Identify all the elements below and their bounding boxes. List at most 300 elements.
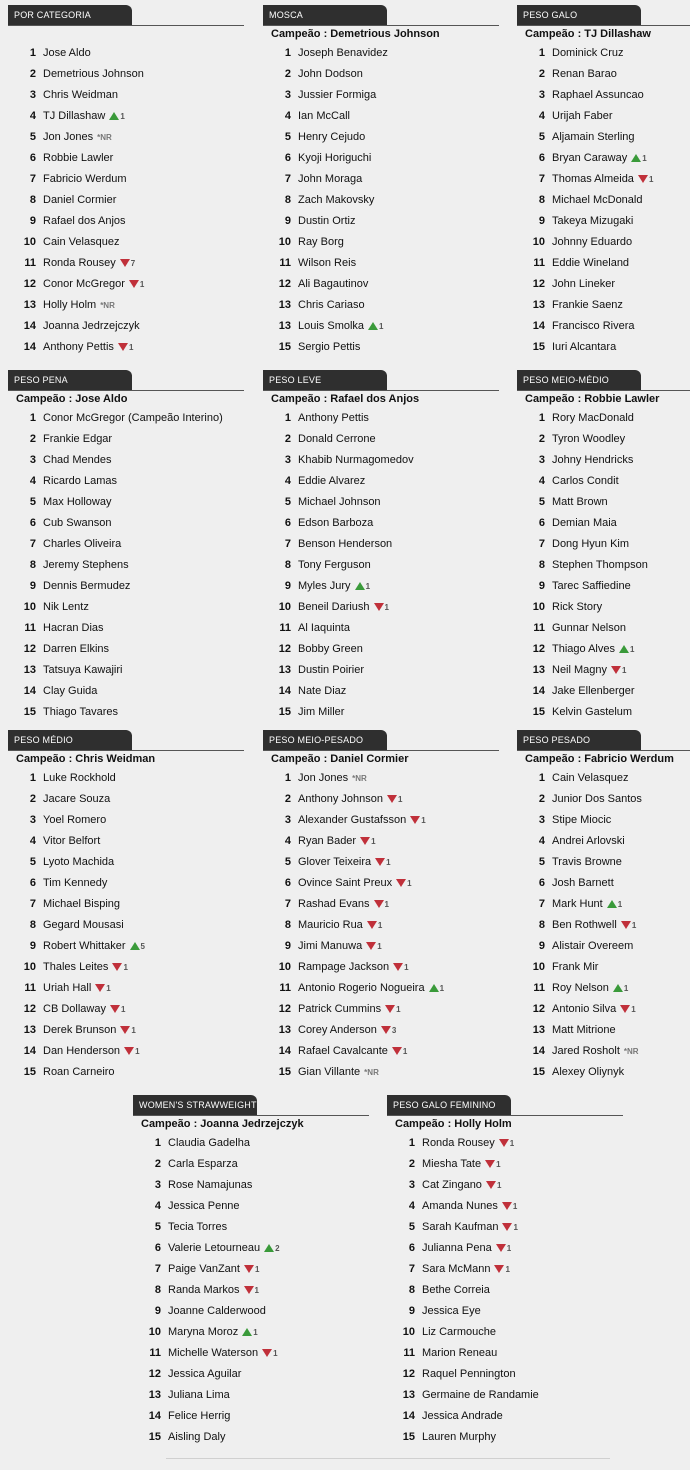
fighter-name[interactable]: Cain Velasquez [43,236,120,248]
fighter-name[interactable]: Miesha Tate [422,1158,482,1170]
fighter-name[interactable]: Claudia Gadelha [168,1137,250,1149]
rank-delta: 1 [396,1005,401,1014]
ranking-row [517,576,690,597]
fighter-name[interactable]: Tyron Woodley [552,433,626,445]
fighter-name[interactable]: Derek Brunson [43,1024,117,1036]
fighter-name[interactable]: Roy Nelson [552,982,609,994]
rank-change [396,873,411,894]
fighter-name[interactable]: Conor McGregor [43,278,125,290]
fighter-name[interactable]: Donald Cerrone [298,433,376,445]
rank-delta: 1 [254,1265,260,1274]
ranking-row [517,681,690,702]
ranking-row [8,768,244,789]
fighter-name[interactable]: Maryna Moroz [168,1326,239,1338]
arrow-up-icon [619,645,629,653]
fighter-name[interactable]: Bethe Correia [422,1284,490,1296]
fighter-name[interactable]: Zach Makovsky [298,194,375,206]
fighter-name[interactable]: Tony Ferguson [298,559,371,571]
rank-number: 11 [533,622,545,634]
tab-womens-strawweight[interactable]: WOMEN'S STRAWWEIGHT [133,1095,257,1116]
ranking-row [387,1280,623,1301]
fighter-name[interactable]: Beneil Dariush [298,601,370,613]
fighter-name[interactable]: Cub Swanson [43,517,112,529]
ranking-row [263,148,499,169]
champion-prefix: Campeão : [271,393,328,405]
rank-number: 6 [408,1242,415,1254]
fighter-name[interactable]: Randa Markos [168,1284,240,1296]
fighter-name[interactable]: Sarah Kaufman [422,1221,499,1233]
fighter-name[interactable]: Ronda Rousey [43,257,116,269]
fighter-name[interactable]: Chris Weidman [43,89,118,101]
fighter-name[interactable]: Henry Cejudo [298,131,366,143]
champion-prefix: Campeão : [141,1118,198,1130]
rank-number: 10 [23,601,36,613]
fighter-name[interactable]: John Moraga [298,173,363,185]
ranking-row [517,64,690,85]
rank-delta: 1 [513,1223,518,1232]
rank-change [393,957,408,978]
fighter-name[interactable]: Joanne Calderwood [168,1305,266,1317]
ranking-row [133,1154,369,1175]
fighter-name[interactable]: Sara McMann [422,1263,491,1275]
fighter-name[interactable]: Ryan Bader [298,835,357,847]
ranking-row [133,1343,369,1364]
fighter-name[interactable]: Dominick Cruz [552,47,624,59]
fighter-name[interactable]: Juliana Lima [168,1389,230,1401]
fighter-name[interactable]: Antonio Silva [552,1003,617,1015]
fighter-name[interactable]: Ricardo Lamas [43,475,117,487]
arrow-down-icon [262,1349,272,1357]
rank-number: 9 [284,580,291,592]
fighter-name[interactable]: Luke Rockhold [43,772,116,784]
rank-number: 14 [532,320,545,332]
fighter-name[interactable]: Jim Miller [298,706,345,718]
fighter-name[interactable]: Raphael Assuncao [552,89,644,101]
ranking-row [8,190,244,211]
fighter-name[interactable]: Jon Jones [43,131,94,143]
fighter-name[interactable]: Joanna Jedrzejczyk [43,320,140,332]
fighter-name[interactable]: Frankie Saenz [552,299,623,311]
rank-change [264,1238,279,1259]
fighter-name[interactable]: Darren Elkins [43,643,110,655]
fighter-name[interactable]: Mark Hunt [552,898,603,910]
fighter-name[interactable]: Gian Villante [298,1066,361,1078]
rank-number: 12 [532,1003,545,1015]
fighter-name[interactable]: Dennis Bermudez [43,580,131,592]
rank-number: 8 [29,559,36,571]
fighter-name[interactable]: Matt Brown [552,496,608,508]
fighter-name[interactable]: Johnny Eduardo [552,236,633,248]
arrow-down-icon [611,666,621,674]
ranking-list [517,408,690,723]
tab-mosca[interactable]: MOSCA [263,5,387,26]
fighter-name[interactable]: Andrei Arlovski [552,835,625,847]
rank-change [374,894,389,915]
ranking-row [517,1041,690,1062]
arrow-down-icon [485,1160,495,1168]
rank-delta: 1 [439,984,445,993]
fighter-name[interactable]: Hacran Dias [43,622,104,634]
fighter-name[interactable]: Ian McCall [298,110,350,122]
rank-number: 6 [538,517,545,529]
ranking-row [8,1062,244,1083]
ranking-row [263,639,499,660]
fighter-name[interactable]: Lyoto Machida [43,856,115,868]
fighter-name[interactable]: Cain Velasquez [552,772,629,784]
fighter-name[interactable]: Marion Reneau [422,1347,498,1359]
ranking-row [8,978,244,999]
ranking-row [517,1020,690,1041]
fighter-name[interactable]: Thiago Tavares [43,706,119,718]
ranking-row [133,1406,369,1427]
rank-number: 4 [538,835,545,847]
fighter-name[interactable]: Daniel Cormier [43,194,117,206]
rank-number: 13 [402,1389,415,1401]
fighter-name[interactable]: Charles Oliveira [43,538,122,550]
ranking-row [263,295,499,316]
fighter-name[interactable]: Robbie Lawler [43,152,114,164]
fighter-name[interactable]: Ronda Rousey [422,1137,495,1149]
ranking-row [263,211,499,232]
fighter-name[interactable]: Junior Dos Santos [552,793,642,805]
fighter-name[interactable]: Demetrious Johnson [43,68,144,80]
fighter-name[interactable]: Lauren Murphy [422,1431,496,1443]
tab-peso-pesado[interactable]: PESO PESADO [517,730,641,751]
fighter-name[interactable]: Alexander Gustafsson [298,814,407,826]
rank-number: 14 [278,1045,291,1057]
fighter-name[interactable]: Paige VanZant [168,1263,240,1275]
ranking-row [387,1406,623,1427]
fighter-name[interactable]: Jessica Eye [422,1305,481,1317]
rank-change [385,999,400,1020]
rank-number: 2 [284,433,291,445]
rank-number: 14 [23,685,36,697]
rank-number: 7 [29,898,36,910]
rank-delta: 1 [404,963,409,972]
fighter-name[interactable]: Tecia Torres [168,1221,228,1233]
rank-delta: 1 [379,322,384,331]
tab-peso-meio-pesado[interactable]: PESO MEIO-PESADO [263,730,387,751]
fighter-name[interactable]: Stephen Thompson [552,559,648,571]
fighter-name[interactable]: Jacare Souza [43,793,111,805]
ranking-row [8,576,244,597]
fighter-name[interactable]: Myles Jury [298,580,351,592]
not-ranked-badge: *NR [100,301,115,310]
rank-delta: 1 [253,1328,258,1337]
fighter-name[interactable]: Benson Henderson [298,538,393,550]
fighter-name[interactable]: Rose Namajunas [168,1179,253,1191]
rank-change [374,597,389,618]
fighter-name[interactable]: Ben Rothwell [552,919,617,931]
rank-number: 11 [533,257,545,269]
rank-delta: 1 [384,900,389,909]
fighter-name[interactable]: Michael McDonald [552,194,643,206]
rank-delta: 1 [365,582,371,591]
fighter-name[interactable]: Carla Esparza [168,1158,238,1170]
ranking-row [263,810,499,831]
fighter-name[interactable]: Anthony Pettis [298,412,369,424]
rank-number: 10 [148,1326,161,1338]
ranking-row [517,936,690,957]
fighter-name[interactable]: Yoel Romero [43,814,107,826]
arrow-down-icon [396,879,406,887]
ranking-row [8,211,244,232]
fighter-name[interactable]: Joseph Benavidez [298,47,388,59]
fighter-name[interactable]: Jared Rosholt [552,1045,620,1057]
fighter-name[interactable]: Michael Bisping [43,898,121,910]
ranking-row [517,492,690,513]
rank-number: 3 [538,89,545,101]
ranking-row [8,789,244,810]
fighter-name[interactable]: TJ Dillashaw [43,110,106,122]
fighter-name[interactable]: Holly Holm [43,299,97,311]
fighter-name[interactable]: Jeremy Stephens [43,559,129,571]
rank-number: 13 [23,299,36,311]
fighter-name[interactable]: Chris Cariaso [298,299,365,311]
fighter-name[interactable]: Stipe Miocic [552,814,612,826]
rank-number: 10 [278,236,291,248]
fighter-name[interactable]: Jessica Aguilar [168,1368,242,1380]
fighter-name[interactable]: Wilson Reis [298,257,357,269]
tab-por-categoria[interactable]: POR CATEGORIA [8,5,132,26]
rank-change [244,1259,259,1280]
rank-number: 13 [148,1389,161,1401]
rank-number: 5 [29,131,36,143]
ranking-row [517,873,690,894]
fighter-name[interactable]: Raquel Pennington [422,1368,516,1380]
fighter-name[interactable]: Rampage Jackson [298,961,390,973]
ranking-row [8,915,244,936]
ranking-row [387,1175,623,1196]
fighter-name[interactable]: Ovince Saint Preux [298,877,393,889]
champion-line [271,752,409,766]
rank-number: 1 [284,47,291,59]
rank-number: 4 [284,110,291,122]
fighter-name[interactable]: Michael Johnson [298,496,381,508]
fighter-name[interactable]: Jessica Penne [168,1200,240,1212]
arrow-down-icon [496,1244,506,1252]
fighter-name[interactable]: Alexey Oliynyk [552,1066,625,1078]
fighter-name[interactable]: Gunnar Nelson [552,622,626,634]
rank-number: 7 [284,173,291,185]
ranking-row [8,85,244,106]
tab-peso-meio-medio[interactable]: PESO MEIO-MÉDIO [517,370,641,391]
rank-number: 1 [29,412,36,424]
tab-peso-leve[interactable]: PESO LEVE [263,370,387,391]
fighter-name[interactable]: Bobby Green [298,643,363,655]
fighter-name[interactable]: Aljamain Sterling [552,131,635,143]
ranking-row [387,1196,623,1217]
ranking-row [133,1364,369,1385]
fighter-name[interactable]: Ray Borg [298,236,344,248]
fighter-name[interactable]: Neil Magny [552,664,608,676]
ranking-row [263,702,499,723]
ranking-row [133,1280,369,1301]
ranking-row [133,1427,369,1448]
fighter-name[interactable]: Amanda Nunes [422,1200,498,1212]
arrow-down-icon [494,1265,504,1273]
fighter-name[interactable]: Thomas Almeida [552,173,634,185]
fighter-name[interactable]: Conor McGregor (Campeão Interino) [43,412,223,424]
ranking-list [8,408,244,723]
fighter-name[interactable]: Bryan Caraway [552,152,628,164]
rank-delta: 5 [140,942,145,951]
rank-number: 3 [284,454,291,466]
fighter-name[interactable]: Khabib Nurmagomedov [298,454,414,466]
ranking-row [263,274,499,295]
rank-number: 2 [29,433,36,445]
tab-peso-medio[interactable]: PESO MÉDIO [8,730,132,751]
rank-delta: 1 [648,175,654,184]
fighter-name[interactable]: Clay Guida [43,685,98,697]
ranking-list [8,43,244,358]
fighter-name[interactable]: Josh Barnett [552,877,614,889]
fighter-name[interactable]: Vitor Belfort [43,835,101,847]
fighter-name[interactable]: Frank Mir [552,961,599,973]
rank-number: 11 [149,1347,161,1359]
rank-delta: 1 [506,1244,512,1253]
rank-number: 8 [284,194,291,206]
fighter-name[interactable]: Patrick Cummins [298,1003,382,1015]
ranking-row [263,789,499,810]
fighter-name[interactable]: Dustin Ortiz [298,215,356,227]
fighter-name[interactable]: Michelle Waterson [168,1347,259,1359]
rank-delta: 1 [120,112,125,121]
fighter-name[interactable]: Rashad Evans [298,898,370,910]
fighter-name[interactable]: Felice Herrig [168,1410,231,1422]
champion-line [525,752,674,766]
fighter-name[interactable]: Rory MacDonald [552,412,634,424]
fighter-name[interactable]: Edson Barboza [298,517,374,529]
fighter-name[interactable]: Jessica Andrade [422,1410,503,1422]
fighter-name[interactable]: Frankie Edgar [43,433,113,445]
fighter-name[interactable]: Corey Anderson [298,1024,377,1036]
fighter-name[interactable]: Travis Browne [552,856,622,868]
tab-peso-galo[interactable]: PESO GALO [517,5,641,26]
fighter-name[interactable]: Thiago Alves [552,643,615,655]
fighter-name[interactable]: Renan Barao [552,68,617,80]
fighter-name[interactable]: Urijah Faber [552,110,613,122]
fighter-name[interactable]: Anthony Pettis [43,341,114,353]
arrow-down-icon [486,1181,496,1189]
fighter-name[interactable]: Sergio Pettis [298,341,361,353]
rank-number: 9 [154,1305,161,1317]
rank-change [366,936,381,957]
rank-number: 2 [284,68,291,80]
rank-change [375,852,390,873]
fighter-name[interactable]: Aisling Daly [168,1431,226,1443]
tab-peso-pena[interactable]: PESO PENA [8,370,132,391]
arrow-down-icon [502,1202,512,1210]
fighter-name[interactable]: Valerie Letourneau [168,1242,261,1254]
rank-number: 6 [154,1242,161,1254]
rank-number: 3 [408,1179,415,1191]
fighter-name[interactable]: Max Holloway [43,496,112,508]
rank-delta: 3 [391,1026,397,1035]
fighter-name[interactable]: Dan Henderson [43,1045,121,1057]
fighter-name[interactable]: Kelvin Gastelum [552,706,633,718]
fighter-name[interactable]: Nik Lentz [43,601,89,613]
fighter-name[interactable]: Takeya Mizugaki [552,215,634,227]
fighter-name[interactable]: Carlos Condit [552,475,619,487]
fighter-name[interactable]: Jussier Formiga [298,89,377,101]
fighter-name[interactable]: Thales Leites [43,961,109,973]
fighter-name[interactable]: Jose Aldo [43,47,91,59]
fighter-name[interactable]: Rafael Cavalcante [298,1045,388,1057]
rank-number: 13 [278,1024,291,1036]
fighter-name[interactable]: Liz Carmouche [422,1326,496,1338]
fighter-name[interactable]: John Lineker [552,278,615,290]
arrow-down-icon [621,921,631,929]
fighter-name[interactable]: Glover Teixeira [298,856,372,868]
ranking-row [8,852,244,873]
fighter-name[interactable]: Eddie Alvarez [298,475,366,487]
fighter-name[interactable]: Gegard Mousasi [43,919,124,931]
fighter-name[interactable]: Cat Zingano [422,1179,482,1191]
fighter-name[interactable]: Demian Maia [552,517,617,529]
fighter-name[interactable]: Chad Mendes [43,454,112,466]
fighter-name[interactable]: Ali Bagautinov [298,278,369,290]
fighter-name[interactable]: Jake Ellenberger [552,685,635,697]
ranking-row [517,978,690,999]
arrow-up-icon [242,1328,252,1336]
tab-peso-galo-feminino[interactable]: PESO GALO FEMININO [387,1095,511,1116]
fighter-name[interactable]: Nate Diaz [298,685,347,697]
fighter-name[interactable]: Jimi Manuwa [298,940,363,952]
fighter-name[interactable]: Dong Hyun Kim [552,538,630,550]
rank-change [496,1238,511,1259]
fighter-name[interactable]: Eddie Wineland [552,257,630,269]
rank-number: 7 [538,538,545,550]
fighter-name[interactable]: Anthony Johnson [298,793,384,805]
fighter-name[interactable]: Tatsuya Kawajiri [43,664,123,676]
fighter-name[interactable]: Dustin Poirier [298,664,365,676]
arrow-down-icon [410,816,420,824]
fighter-name[interactable]: Antonio Rogerio Nogueira [298,982,425,994]
ranking-list [387,1133,623,1448]
fighter-name[interactable]: Uriah Hall [43,982,92,994]
fighter-name[interactable]: Francisco Rivera [552,320,635,332]
fighter-name[interactable]: Roan Carneiro [43,1066,115,1078]
fighter-name[interactable]: Tim Kennedy [43,877,108,889]
fighter-name[interactable]: Louis Smolka [298,320,365,332]
arrow-up-icon [368,322,378,330]
fighter-name[interactable]: Tarec Saffiedine [552,580,631,592]
rank-number: 13 [532,664,545,676]
fighter-name[interactable]: CB Dollaway [43,1003,106,1015]
fighter-name[interactable]: Johny Hendricks [552,454,634,466]
rank-number: 5 [284,496,291,508]
not-ranked-badge: *NR [97,133,112,142]
fighter-name[interactable]: Robert Whittaker [43,940,126,952]
fighter-name[interactable]: Mauricio Rua [298,919,363,931]
fighter-name[interactable]: Jon Jones [298,772,349,784]
fighter-name[interactable]: Al Iaquinta [298,622,350,634]
tab-underline [263,750,499,751]
fighter-name[interactable]: Kyoji Horiguchi [298,152,372,164]
fighter-name[interactable]: Germaine de Randamie [422,1389,539,1401]
fighter-name[interactable]: Julianna Pena [422,1242,492,1254]
ranking-row [8,618,244,639]
fighter-name[interactable]: John Dodson [298,68,363,80]
fighter-name[interactable]: Alistair Overeem [552,940,634,952]
fighter-name[interactable]: Iuri Alcantara [552,341,617,353]
fighter-name[interactable]: Rick Story [552,601,603,613]
rank-delta: 1 [120,1005,126,1014]
fighter-name[interactable]: Matt Mitrione [552,1024,616,1036]
fighter-name[interactable]: Rafael dos Anjos [43,215,126,227]
fighter-name[interactable]: Fabricio Werdum [43,173,127,185]
